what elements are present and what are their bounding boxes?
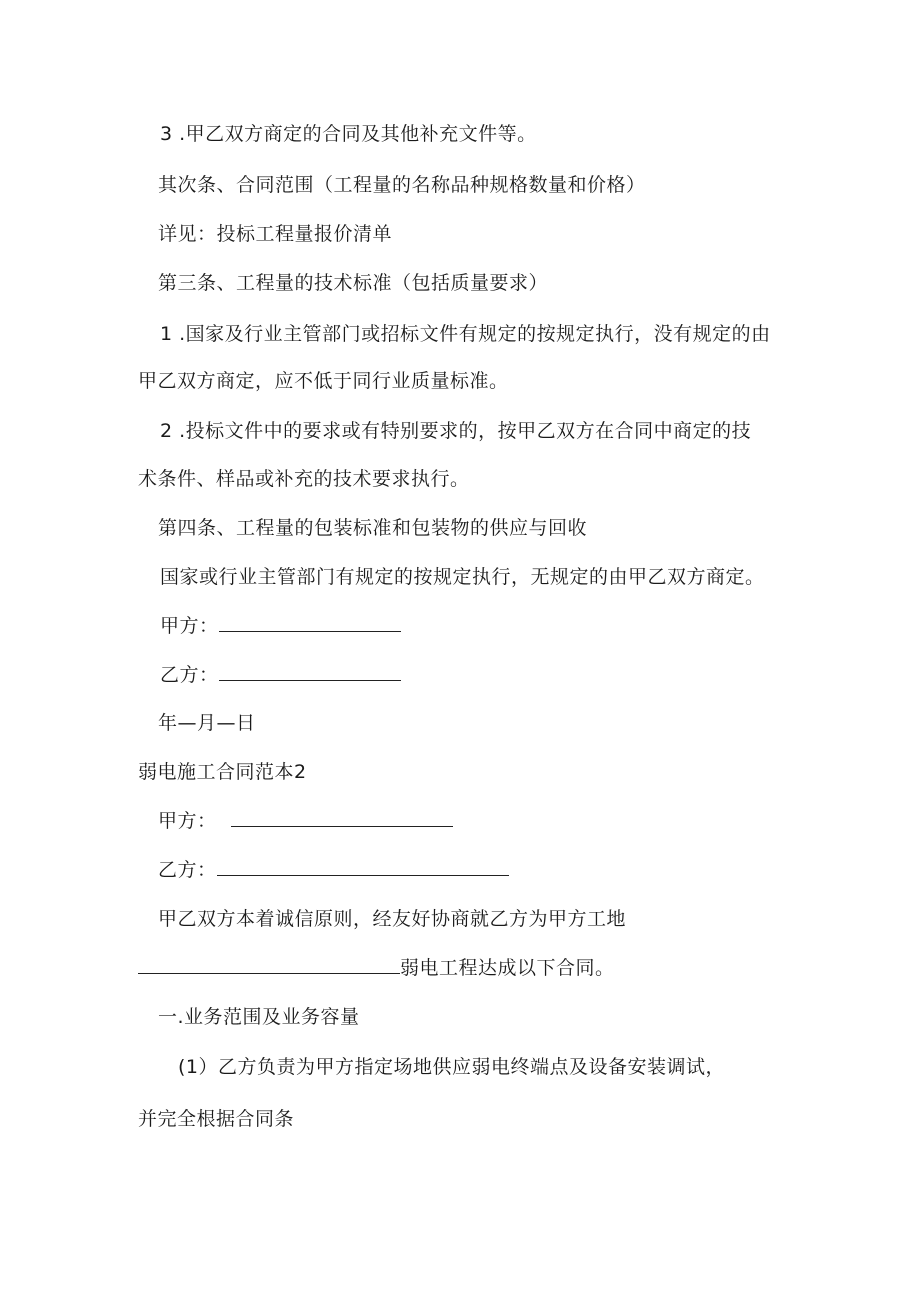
party-b-signature-line	[160, 663, 401, 687]
t2-section-1-item-1-continued: 并完全根据合同条	[138, 1108, 295, 1130]
article-4-body: 国家或行业主管部门有规定的按规定执行，无规定的由甲乙双方商定。	[160, 566, 765, 588]
t2-party-a-label: 甲方：	[158, 810, 217, 832]
party-b-blank[interactable]	[219, 664, 401, 681]
t2-party-b-signature-line	[158, 858, 509, 882]
article-3-heading: 第三条、工程量的技术标准（包括质量要求）	[158, 272, 549, 294]
article-3-item-2-line-1: 2 .投标文件中的要求或有特别要求的，按甲乙双方在合同中商定的技	[160, 420, 752, 442]
t2-party-a-signature-line	[158, 809, 453, 833]
t2-party-b-blank[interactable]	[217, 859, 509, 876]
detail-line: 详见：投标工程量报价清单	[158, 223, 393, 245]
party-a-signature-line	[160, 614, 401, 638]
t2-intro-line-1: 甲乙双方本着诚信原则，经友好协商就乙方为甲方工地	[158, 908, 627, 930]
t2-intro-line-2	[138, 956, 615, 980]
t2-party-a-blank[interactable]	[231, 810, 453, 827]
t2-site-blank[interactable]	[138, 957, 400, 974]
date-line: 年—月—日	[158, 712, 256, 734]
party-a-label: 甲方：	[160, 615, 219, 637]
t2-section-1-heading: 一.业务范围及业务容量	[158, 1006, 360, 1028]
party-a-blank[interactable]	[219, 615, 401, 632]
party-b-label: 乙方：	[160, 664, 219, 686]
article-2-heading: 其次条、合同范围（工程量的名称品种规格数量和价格）	[158, 174, 646, 196]
article-4-heading: 第四条、工程量的包装标准和包装物的供应与回收	[158, 517, 588, 539]
article-3-item-2-line-2: 术条件、样品或补充的技术要求执行。	[138, 468, 470, 490]
template-2-title: 弱电施工合同范本2	[138, 761, 307, 783]
t2-intro-line-2-suffix: 弱电工程达成以下合同。	[400, 957, 615, 979]
article-3-item-1-line-2: 甲乙双方商定，应不低于同行业质量标准。	[138, 370, 509, 392]
item-3: 3 .甲乙双方商定的合同及其他补充文件等。	[160, 123, 537, 145]
t2-section-1-item-1: (1）乙方负责为甲方指定场地供应弱电终端点及设备安装调试，	[178, 1056, 726, 1078]
t2-party-b-label: 乙方：	[158, 859, 217, 881]
article-3-item-1-line-1: 1 .国家及行业主管部门或招标文件有规定的按规定执行，没有规定的由	[160, 323, 771, 345]
